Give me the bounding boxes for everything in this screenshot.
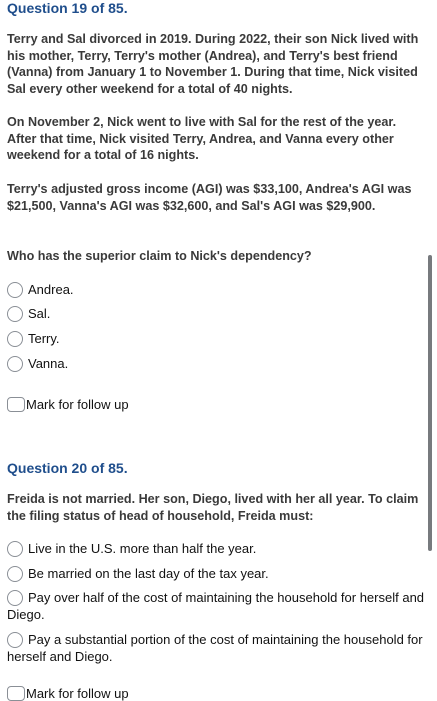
question-19-paragraph-1: Terry and Sal divorced in 2019. During 2022, their son Nick lived with his mother, Terry, Terry's mother (Andrea), and Terry's best friend (Vanna) from January 1 to November 1. During that time, Nick visited Sal every other weekend for a total of 40 nights. [7,32,419,96]
option-vanna[interactable] [7,355,425,372]
mark-follow-up-20[interactable] [7,686,129,701]
option-label: Be married on the last day of the tax year. [28,566,269,581]
option-sal[interactable] [7,305,425,322]
follow-up-label: Mark for follow up [26,686,129,701]
option-label: Vanna. [28,356,69,371]
radio-button-icon[interactable] [7,632,23,648]
option-andrea[interactable] [7,281,425,298]
option-live-in-us[interactable] [7,540,425,557]
question-19-prompt: Who has the superior claim to Nick's dependency? [7,249,312,263]
question-20-title: Question 20 of 85. [7,460,128,476]
radio-button-icon[interactable] [7,590,23,606]
option-label: Sal. [28,306,51,321]
option-be-married[interactable] [7,565,425,582]
radio-button-icon[interactable] [7,541,23,557]
option-pay-substantial[interactable] [7,631,425,665]
option-label: Live in the U.S. more than half the year. [28,541,257,556]
radio-button-icon[interactable] [7,356,23,372]
option-label: Pay over half of the cost of maintaining the household for herself and Diego. [7,590,425,622]
radio-button-icon[interactable] [7,306,23,322]
question-19-paragraph-3: Terry's adjusted gross income (AGI) was $33,100, Andrea's AGI was $21,500, Vanna's AGI was $32,600, and Sal's AGI was $29,900. [7,182,412,213]
option-pay-over-half[interactable] [7,589,425,623]
radio-button-icon[interactable] [7,331,23,347]
option-terry[interactable] [7,330,425,347]
follow-up-label: Mark for follow up [26,397,129,412]
mark-follow-up-19[interactable] [7,397,129,412]
radio-button-icon[interactable] [7,282,23,298]
option-label: Pay a substantial portion of the cost of maintaining the household for herself and Diego. [7,632,423,664]
question-19-paragraph-2: On November 2, Nick went to live with Sal for the rest of the year. After that time, Nick visited Terry, Andrea, and Vanna every other weekend for a total of 16 nights. [7,115,397,162]
question-20-paragraph-1: Freida is not married. Her son, Diego, lived with her all year. To claim the filing status of head of household, Freida must: [7,492,419,523]
option-label: Terry. [28,331,60,346]
checkbox-icon[interactable] [7,397,25,412]
checkbox-icon[interactable] [7,686,25,701]
radio-button-icon[interactable] [7,566,23,582]
scrollbar[interactable] [428,255,432,551]
question-19-title: Question 19 of 85. [7,0,128,16]
option-label: Andrea. [28,282,74,297]
